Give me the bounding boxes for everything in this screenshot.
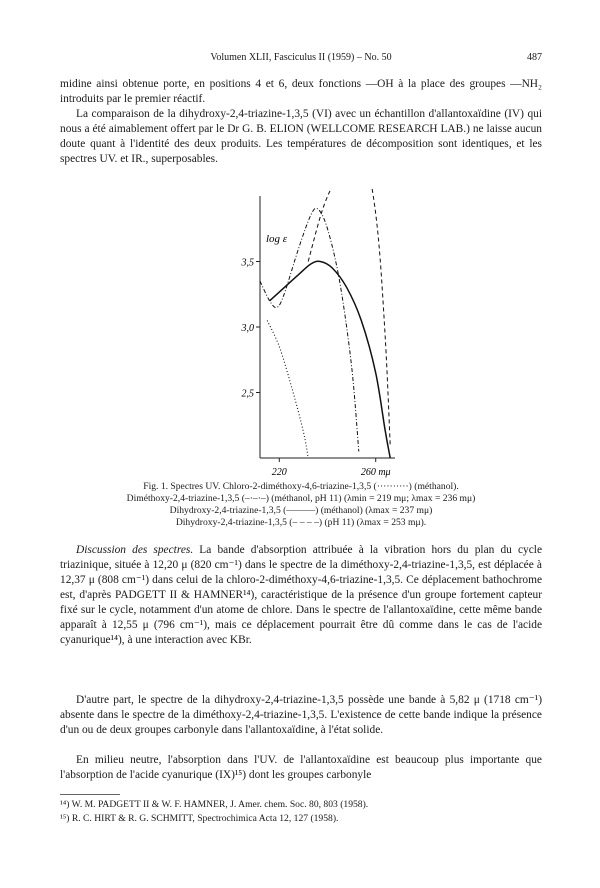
series-line-dotted	[267, 321, 308, 459]
series-line-dashed	[308, 188, 390, 445]
paragraph-discussion	[60, 543, 542, 648]
running-head: Volumen XLII, Fasciculus II (1959) – No. 50	[210, 52, 392, 63]
x-tick-label: 220	[271, 467, 287, 478]
footnote-rule	[60, 794, 120, 795]
y-tick-label: 3,0	[241, 323, 254, 334]
caption-line-4: Dihydroxy-2,4-triazine-1,3,5 (– – – –) (pH 11) (λmax = 253 mμ).	[175, 517, 427, 528]
uv-spectra-chart	[230, 188, 400, 490]
y-tick-label: 3,5	[241, 257, 254, 269]
caption-line-3: Dihydroxy-2,4-triazine-1,3,5 (———) (méthanol) (λmax = 237 mμ)	[169, 505, 433, 516]
paragraph-1: midine ainsi obtenue porte, en positions 4 et 6, deux fonctions —OH à la place des groupes —NH₂ introduits par le premier réactif.	[60, 78, 542, 105]
running-header	[60, 52, 542, 66]
series-line-solid	[270, 261, 391, 458]
footnote-14: ¹⁴) W. M. PADGETT II & W. F. HAMNER, J. Amer. chem. Soc. 80, 803 (1958).	[60, 799, 369, 810]
x-tick-label: 260 mμ	[360, 467, 391, 478]
paragraph-5: En milieu neutre, l'absorption dans l'UV. de l'allantoxaïdine est beaucoup plus importante que l'absorption de l'acide cyanurique (IX)¹⁵) dont les groupes carbonyle	[60, 754, 542, 781]
page-number: 487	[527, 52, 542, 63]
paragraph-2: La comparaison de la dihydroxy-2,4-triazine-1,3,5 (VI) avec un échantillon d'allantoxaïdine (IV) qui nous a été aimablement offert par le Dr G. B. ELION (WELLCOME RESEARCH LAB.) ne laisse aucun doute quant à l'identité des deux produits. Les températures de décomposition sont identiques, et les spectres UV. et IR., superposables.	[60, 108, 542, 165]
y-tick-label: 2,5	[241, 388, 254, 400]
figure-uv-spectra	[230, 188, 400, 490]
discussion-heading: Discussion des spectres.	[76, 544, 194, 556]
paragraph-4: D'autre part, le spectre de la dihydroxy-2,4-triazine-1,3,5 possède une bande à 5,82 μ (1718 cm⁻¹) absente dans le spectre de la diméthoxy-2,4-triazine-1,3,5. L'existence de cette bande indique la présence d'un ou de deux groupes carbonyle dans l'allantoxaïdine, à l'état solide.	[60, 694, 542, 736]
footnote-15: ¹⁵) R. C. HIRT & R. G. SCHMITT, Spectrochimica Acta 12, 127 (1958).	[60, 813, 339, 824]
y-axis-label: log ε	[266, 233, 288, 245]
caption-line-2: Diméthoxy-2,4-triazine-1,3,5 (–·–·–) (méthanol, pH 11) (λmin = 219 mμ; λmax = 236 mμ)	[126, 493, 476, 504]
figure-caption	[60, 481, 542, 529]
discussion-text: La bande d'absorption attribuée à la vibration hors du plan du cycle triazinique, située à 12,20 μ (820 cm⁻¹) dans le spectre de la diméthoxy-2,4-triazine-1,3,5, est déplacée à 12,37 μ (808 cm⁻¹) dans celui de la chloro-2-diméthoxy-4,6-triazine-1,3,5. Ce déplacement bathochrome est, d'après PADGETT II & HAMNER¹⁴), caractéristique de la présence d'un groupe fortement capteur fixé sur le cycle, notamment d'un atome de chlore. Dans le spectre de l'allantoxaïdine, cette même bande apparaît à 12,55 μ (796 cm⁻¹), mais ce déplacement pourrait être dû comme dans le cas de l'acide cyanurique¹⁴), à une interaction avec KBr.	[60, 544, 543, 646]
caption-line-1: Fig. 1. Spectres UV. Chloro-2-diméthoxy-4,6-triazine-1,3,5 (··········) (méthanol).	[143, 481, 459, 492]
